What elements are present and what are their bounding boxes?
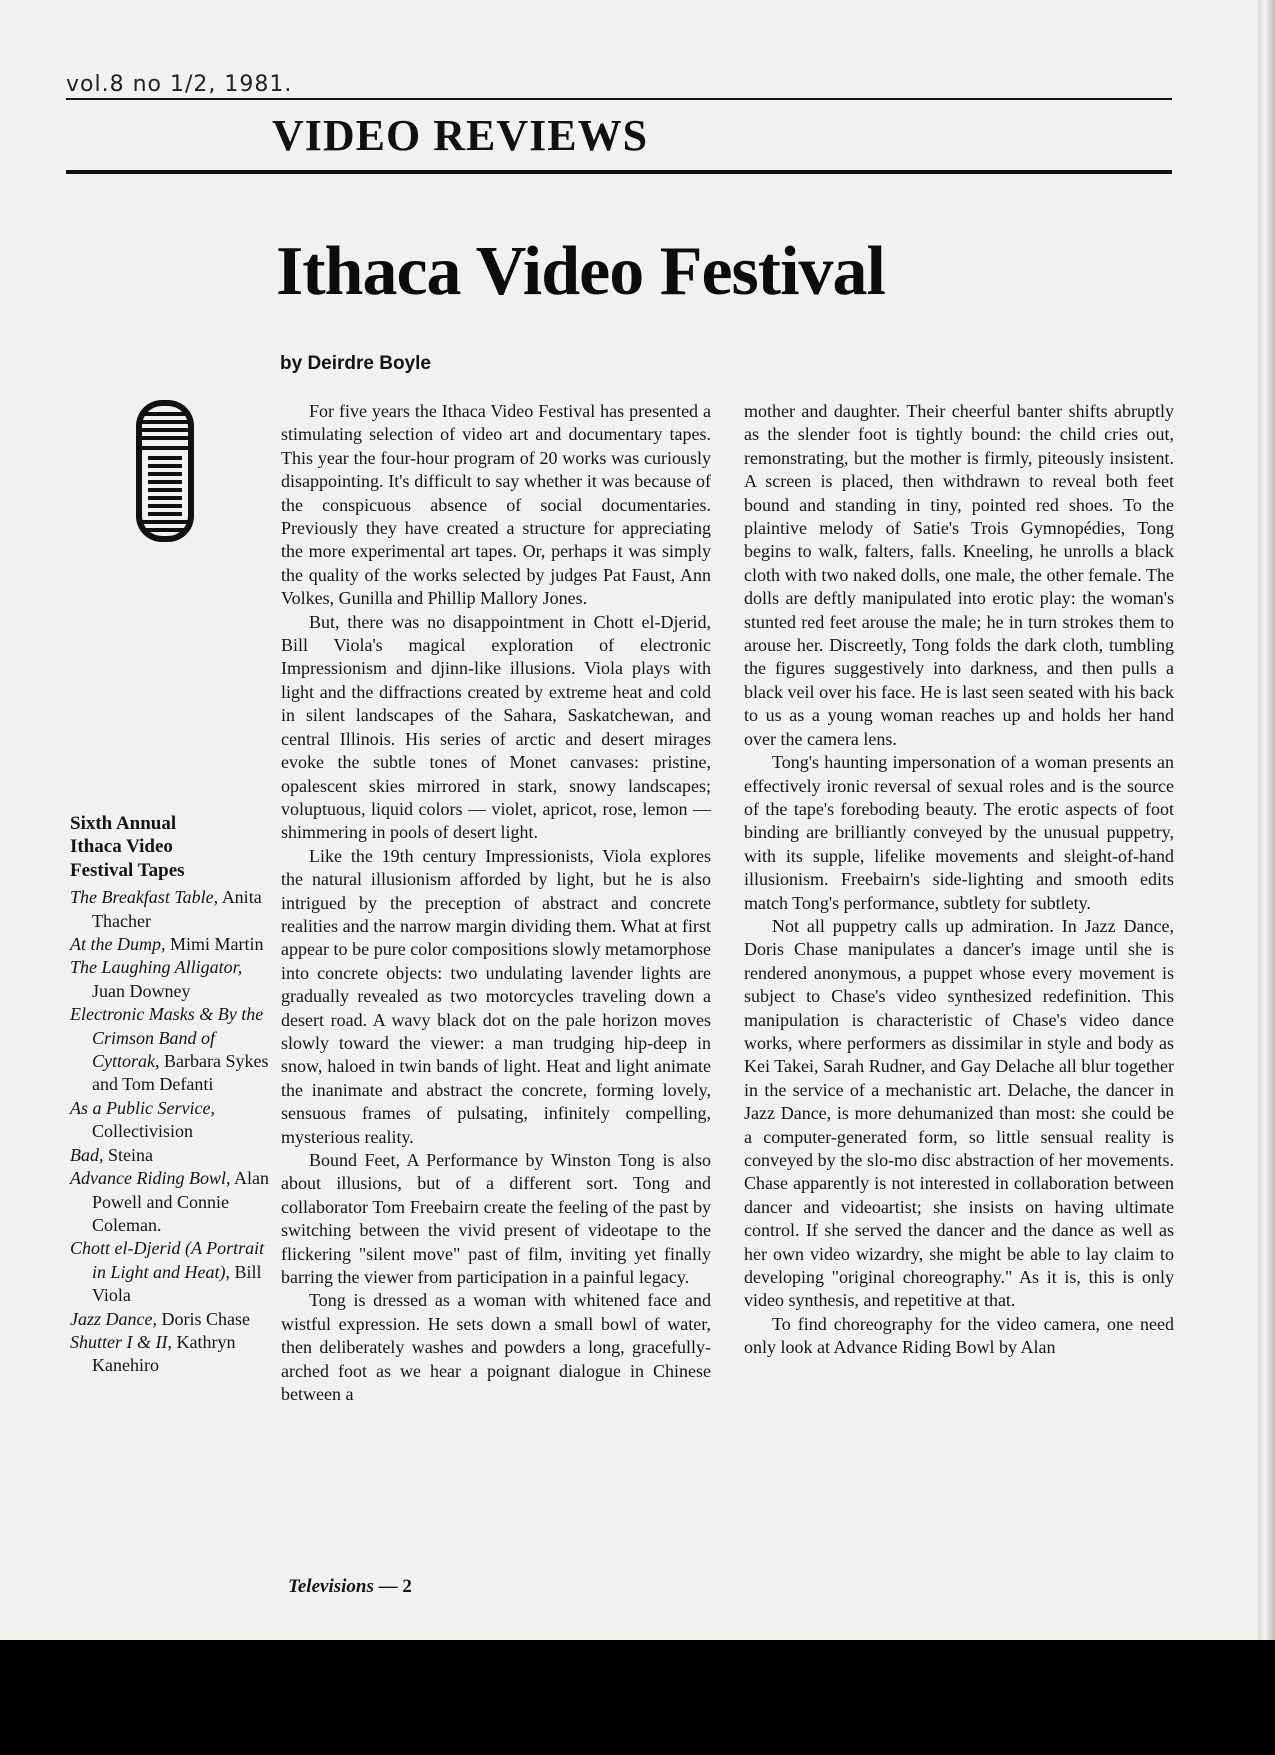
- article-column-1: [281, 400, 711, 1406]
- article-paragraph: To find choreography for the video camera, one need only look at Advance Riding Bowl by Alan: [744, 1313, 1174, 1358]
- handwritten-issue-note: vol.8 no 1/2, 1981.: [66, 72, 293, 97]
- section-heading: VIDEO REVIEWS: [272, 111, 649, 160]
- article-paragraph: Like the 19th century Impressionists, Viola explores the natural illusionism afforded by light, but he is also intrigued by the preception of abstract and concrete realities and the narrow margin dividing them. What at first appear to be pure color compositions slowly metamorphose into concrete objects: two undulating lavender lights are gradually revealed as two motorcycles traveling down a desert road. A wavy black dot on the pale horizon moves slowly toward the viewer: a man trudging hip-deep in snow, haloed in twin bands of light. Heat and light animate the inanimate and abstract the concrete, forming lovely, sensuous frames of pulsating, infinitely compelling, mysterious reality.: [281, 845, 711, 1147]
- footer-separator: —: [378, 1576, 398, 1597]
- sidebar-item: [70, 1237, 270, 1307]
- scan-edge: [1258, 0, 1275, 1640]
- byline: by Deirdre Boyle: [280, 353, 431, 374]
- sidebar-item-title: Advance Riding Bowl,: [70, 1168, 231, 1189]
- article-paragraph: mother and daughter. Their cheerful banter shifts abruptly as the slender foot is tightly bound: the child cries out, remonstrating, but the mother is firmly, piteously insistent. A screen is placed, then withdrawn to reveal both feet bound and standing in tiny, pointed red shoes. To the plaintive melody of Satie's Trois Gymnopédies, Tong begins to walk, falters, falls. Kneeling, he unrolls a black cloth with two naked dolls, one male, the other female. The dolls are deftly manipulated into erotic play: the woman's stunted red feet arouse the male; he in turn strokes them to arouse her. Discreetly, Tong folds the dark cloth, tumbling the figures suggestively into darkness, and then pulls a black veil over his face. He is last seen seated with his back to us as a young woman reaches up and holds her hand over the camera lens.: [744, 401, 1174, 749]
- sidebar-item: [70, 1003, 270, 1097]
- article-title: Ithaca Video Festival: [276, 233, 885, 310]
- footer-page-number: 2: [402, 1576, 412, 1597]
- sidebar-list: [70, 886, 270, 1378]
- sidebar-heading: Sixth Annual Ithaca Video Festival Tapes: [70, 813, 185, 881]
- sidebar-item: [70, 956, 270, 1003]
- footer-publication: Televisions: [288, 1576, 374, 1597]
- sidebar-item: [70, 1308, 270, 1331]
- ornamental-initial-I-icon: [134, 398, 196, 549]
- sidebar-item-credit: Anita Thacher: [92, 887, 262, 931]
- sidebar-item: [70, 1097, 270, 1144]
- sidebar-item-credit: Juan Downey: [92, 980, 191, 1001]
- sidebar-item: [70, 1331, 270, 1378]
- article-paragraph: Not all puppetry calls up admiration. In Jazz Dance, Doris Chase manipulates a dancer's image until she is rendered anonymous, a puppet whose every movement is subject to Chase's video synthesized redefinition. This manipulation is characteristic of Chase's video dance works, where performers as dissimilar in style and body as Kei Takei, Sarah Rudner, and Gay Delache all blur together in the service of a mechanistic art. Delache, the dancer in Jazz Dance, is more dehumanized than most: she could be a computer-generated form, so little sensual reality is conveyed by the slo-mo disc abstraction of her movements. Chase apparently is not interested in collaboration between dancer and videoartist; she insists on having ultimate control. If she served the dancer and the dance as well as her own video wizardry, she might be able to lay claim to developing "original choreography." As it is, this is only video synthesis, and repetitive at that.: [744, 915, 1174, 1311]
- sidebar-item-credit: Bill Viola: [92, 1261, 262, 1306]
- sidebar-item-title: Chott el-Djerid (A Portrait in Light and Heat),: [70, 1238, 265, 1282]
- sidebar-item-credit: Collectivision: [92, 1121, 193, 1142]
- sidebar-item-title: Shutter I & II,: [70, 1331, 172, 1352]
- sidebar-item-credit: Kathryn Kanehiro: [92, 1331, 236, 1376]
- sidebar-item: [70, 933, 270, 956]
- article-paragraph: Tong's haunting impersonation of a woman presents an effectively ironic reversal of sexual roles and is the source of the tape's foreboding beauty. The erotic aspects of foot binding are brilliantly conveyed by the unusual puppetry, with its supple, lifelike movements and sleight-of-hand illusionism. Freebairn's side-lighting and smooth edits match Tong's performance, subtlety for subtlety.: [744, 752, 1174, 913]
- article-paragraph: Bound Feet, A Performance by Winston Tong is also about illusions, but of a different sort. Tong and collaborator Tom Freebairn create the feeling of the past by switching between the vivid present of videotape to the flickering "silent move" past of film, inviting yet finally barring the viewer from participation in a painful legacy.: [281, 1150, 711, 1288]
- tapes-sidebar: [70, 812, 270, 1378]
- sidebar-item-title: Bad,: [70, 1144, 104, 1165]
- sidebar-item-credit: Mimi Martin: [169, 934, 264, 955]
- section-rule: [66, 170, 1172, 174]
- article-paragraph: For five years the Ithaca Video Festival has presented a stimulating selection of video art and documentary tapes. This year the four-hour program of 20 works was curiously disappointing. It's difficult to say whether it was because of the conspicuous absence of social documentaries. Previously they have created a structure for appreciating the more experimental art tapes. Or, perhaps it was simply the quality of the works selected by judges Pat Faust, Ann Volkes, Gunilla and Phillip Mallory Jones.: [281, 401, 711, 609]
- sidebar-item-title: At the Dump,: [70, 934, 166, 955]
- sidebar-item-credit: Doris Chase: [161, 1308, 250, 1329]
- sidebar-item: [70, 1144, 270, 1167]
- sidebar-item: [70, 1167, 270, 1237]
- sidebar-item-title: Electronic Masks & By the Crimson Band of Cyttorak,: [70, 1004, 264, 1072]
- sidebar-item-title: As a Public Service,: [70, 1097, 215, 1118]
- sidebar-item-credit: Steina: [108, 1144, 153, 1165]
- top-rule: [66, 98, 1172, 100]
- sidebar-item: [70, 886, 270, 933]
- sidebar-item-title: The Breakfast Table,: [70, 887, 219, 908]
- article-paragraph: Tong is dressed as a woman with whitened face and wistful expression. He sets down a small bowl of water, then deliberately washes and powders a long, gracefully-arched foot as we hear a poignant dialogue in Chinese between a: [281, 1290, 711, 1405]
- article-column-2: [744, 400, 1174, 1360]
- sidebar-item-credit: Barbara Sykes and Tom Defanti: [92, 1051, 269, 1095]
- sidebar-item-title: Jazz Dance,: [70, 1308, 157, 1329]
- page-footer: [288, 1576, 412, 1598]
- sidebar-item-title: The Laughing Alligator,: [70, 957, 243, 978]
- article-paragraph: But, there was no disappointment in Chott el-Djerid, Bill Viola's magical exploration of electronic Impressionism and djinn-like illusions. Viola plays with light and the diffractions created by extreme heat and cold in silent landscapes of the Sahara, Saskatchewan, and central Illinois. His series of arctic and desert mirages evoke the subtle tones of Monet canvases: pristine, opalescent skies mirrored in stark, snowy landscapes; voluptuous, liquid colors — violet, apricot, rose, lemon — shimmering in pools of desert light.: [281, 611, 711, 843]
- sidebar-item-credit: Alan Powell and Connie Coleman.: [92, 1168, 269, 1235]
